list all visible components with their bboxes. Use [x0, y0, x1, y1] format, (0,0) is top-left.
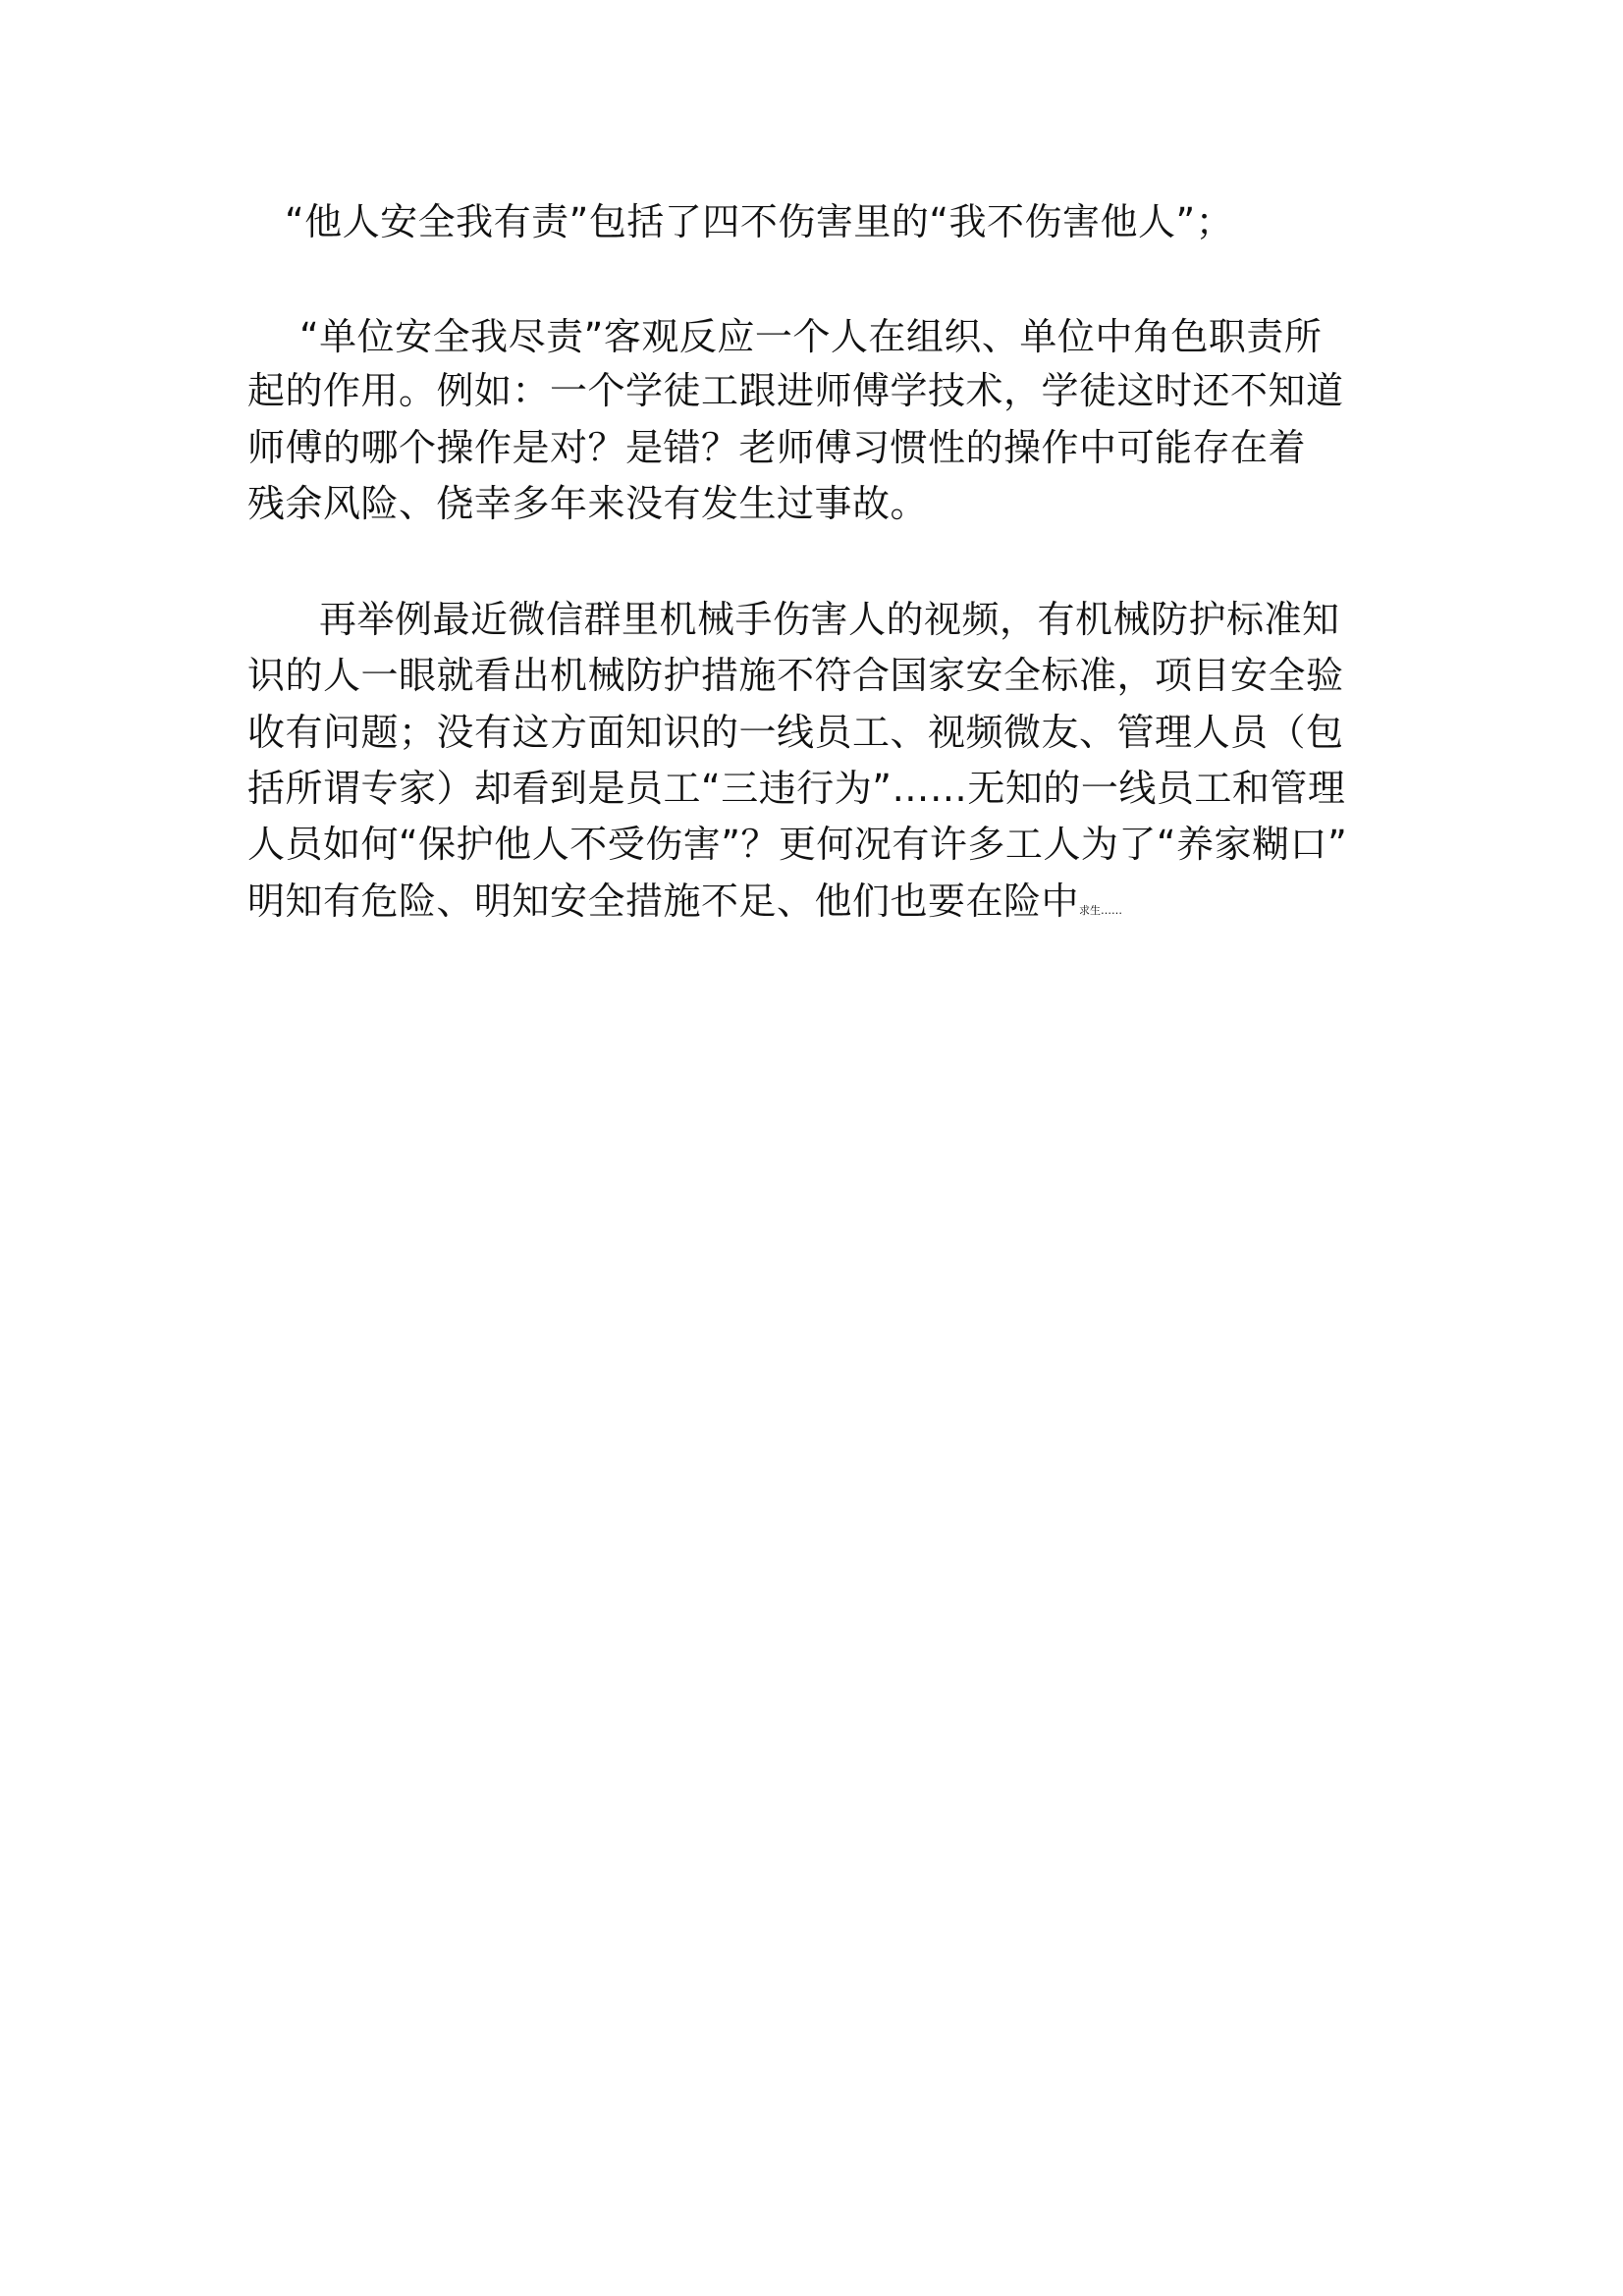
paragraph-tail-small-text: 求生…… — [1079, 904, 1123, 917]
paragraph-line: “他人安全我有责”包括了四不伤害里的“我不伤害他人”； — [285, 200, 1234, 243]
paragraph-line-text: 明知有危险、明知安全措施不足、他们也要在险中 — [247, 880, 1080, 923]
paragraph-line: 括所谓专家）却看到是员工“三违行为”……无知的一线员工和管理 — [247, 767, 1346, 810]
paragraph-line: “单位安全我尽责”客观反应一个人在组织、单位中角色职责所 — [299, 315, 1323, 358]
paragraph-line: 师傅的哪个操作是对？是错？老师傅习惯性的操作中可能存在着 — [247, 426, 1307, 469]
paragraph-line: 再举例最近微信群里机械手伤害人的视频，有机械防护标准知 — [319, 598, 1340, 641]
paragraph-line: 识的人一眼就看出机械防护措施不符合国家安全标准，项目安全验 — [247, 654, 1344, 697]
paragraph-line: 起的作用。例如：一个学徒工跟进师傅学技术，学徒这时还不知道 — [247, 369, 1344, 412]
paragraph-line: 残余风险、侥幸多年来没有发生过事故。 — [247, 482, 929, 525]
paragraph-line: 收有问题；没有这方面知识的一线员工、视频微友、管理人员（包 — [247, 711, 1344, 754]
paragraph-line: 人员如何“保护他人不受伤害”？更何况有许多工人为了“养家糊口” — [247, 823, 1348, 866]
paragraph-line — [247, 880, 1123, 923]
